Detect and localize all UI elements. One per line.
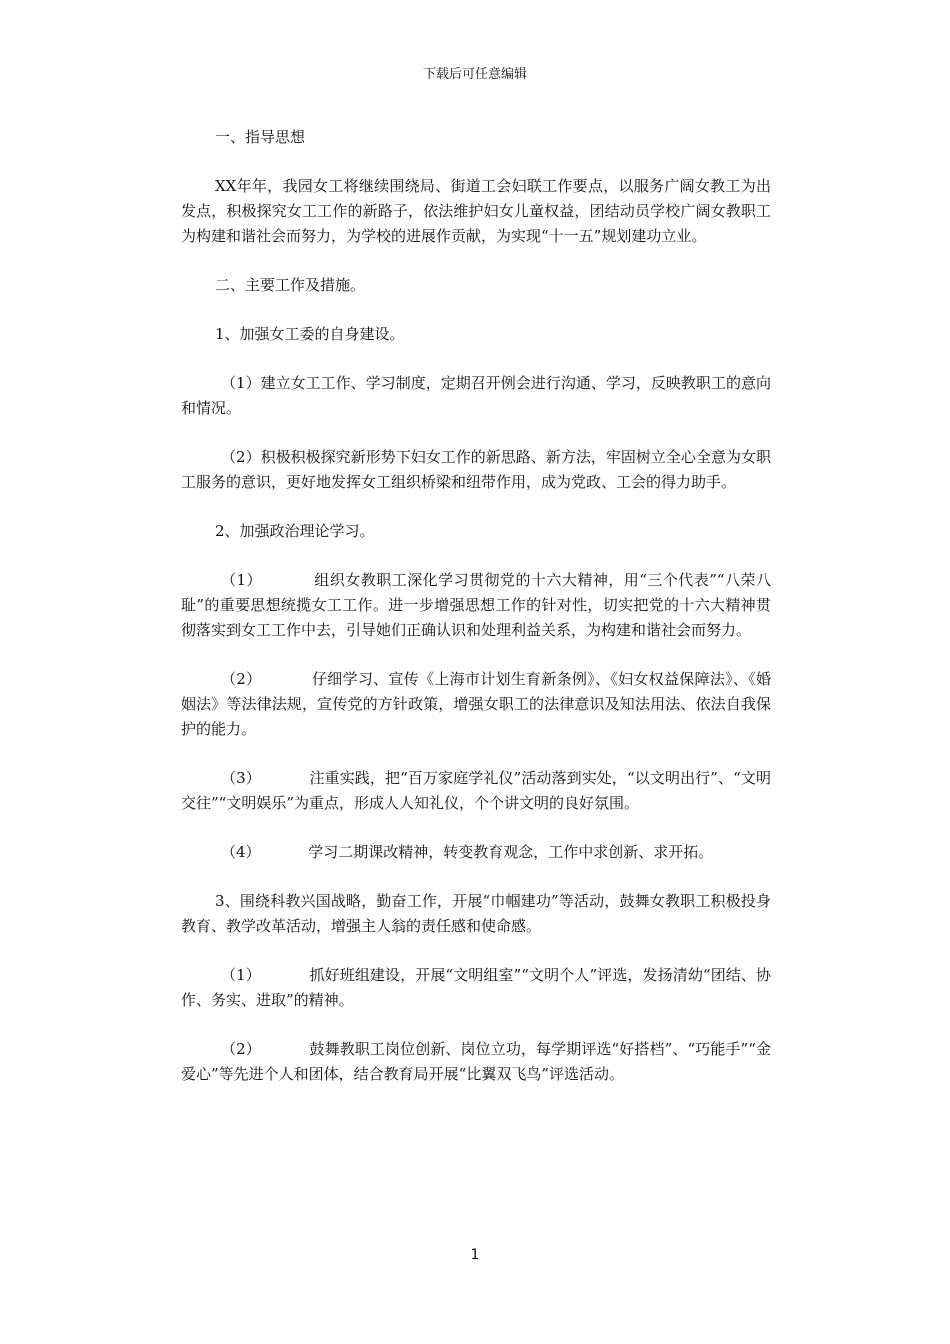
sub-item-3-2: （2） 鼓舞教职工岗位创新、岗位立功，每学期评选“好搭档”、“巧能手”“金爱心”等先进个人和团体，结合教育局开展“比翼双飞鸟”评选活动。 bbox=[181, 1040, 771, 1083]
item-heading-2: 2、加强政治理论学习。 bbox=[215, 522, 375, 540]
sub-item-2-4: （4） 学习二期课改精神，转变教育观念，工作中求创新、求开拓。 bbox=[221, 843, 714, 861]
item-heading-1: 1、加强女工委的自身建设。 bbox=[215, 325, 405, 343]
document-body bbox=[181, 125, 771, 1111]
section-heading-guiding-ideology: 一、指导思想 bbox=[215, 128, 306, 146]
page-header: 下载后可任意编辑 bbox=[422, 67, 527, 82]
page-number: 1 bbox=[470, 1247, 480, 1263]
sub-item-2-3: （3） 注重实践，把“百万家庭学礼仪”活动落到实处，“以文明出行”、“文明交往”“文明娱乐”为重点，形成人人知礼仪，个个讲文明的良好氛围。 bbox=[181, 769, 771, 812]
sub-item-2-1: （1） 组织女教职工深化学习贯彻党的十六大精神，用“三个代表”“八荣八耻”的重要思想统揽女工工作。进一步增强思想工作的针对性，切实把党的十六大精神贯彻落实到女工工作中去，引导她们正确认识和处理利益关系，为构建和谐社会而努力。 bbox=[181, 571, 771, 639]
paragraph-intro: XX年年，我园女工将继续围绕局、街道工会妇联工作要点，以服务广阔女教工为出发点，积极探究女工工作的新路子，依法维护妇女儿童权益，团结动员学校广阔女教职工为构建和谐社会而努力，为学校的进展作贡献，为实现“十一五”规划建功立业。 bbox=[181, 177, 771, 245]
item-heading-3: 3、围绕科教兴国战略，勤奋工作，开展“巾帼建功”等活动，鼓舞女教职工积极投身教育、教学改革活动，增强主人翁的责任感和使命感。 bbox=[181, 892, 771, 935]
sub-item-3-1: （1） 抓好班组建设，开展“文明组室”“文明个人”评选，发扬清幼“团结、协作、务实、进取”的精神。 bbox=[181, 966, 771, 1009]
sub-item-1-2: （2）积极积极探究新形势下妇女工作的新思路、新方法，牢固树立全心全意为女职工服务的意识，更好地发挥女工组织桥梁和纽带作用，成为党政、工会的得力助手。 bbox=[181, 448, 771, 491]
section-heading-main-work: 二、主要工作及措施。 bbox=[215, 276, 366, 294]
sub-item-2-2: （2） 仔细学习、宣传《上海市计划生育新条例》、《妇女权益保障法》、《婚姻法》等法律法规，宣传党的方针政策，增强女职工的法律意识及知法用法、依法自我保护的能力。 bbox=[181, 670, 771, 738]
sub-item-1-1: （1）建立女工工作、学习制度，定期召开例会进行沟通、学习，反映教职工的意向和情况。 bbox=[181, 374, 771, 417]
